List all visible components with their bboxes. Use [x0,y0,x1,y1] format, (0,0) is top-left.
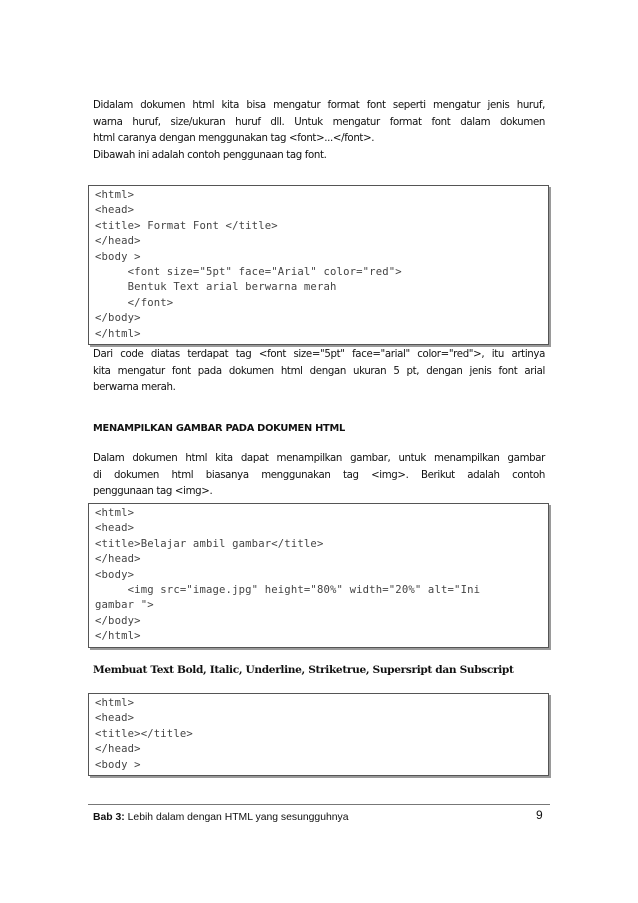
explanation-paragraph [93,347,545,397]
image-intro-paragraph [93,451,545,501]
code-line: <body > [95,250,141,263]
image-intro-line: Dalam dokumen html kita dapat menampilkan gambar, untuk menampilkan gambar [93,453,545,464]
section-heading-text-format: Membuat Text Bold, Italic, Underline, Striketrue, Supersript dan Subscript [93,664,514,676]
code-line: </body> [95,614,141,627]
section-heading-image: MENAMPILKAN GAMBAR PADA DOKUMEN HTML [93,423,345,434]
code-line: <body > [95,758,141,771]
code-line: </head> [95,553,141,566]
code-line: <head> [95,522,135,535]
explain-line: kita mengatur font pada dokumen html dengan ukuran 5 pt, dengan jenis font arial [93,365,545,377]
code-line: </font> [95,296,174,309]
intro-line: html caranya dengan menggunakan tag <font>...</font>. [93,133,375,144]
code-line: <img src="image.jpg" height="80%" width="20%" alt="Ini [95,584,481,597]
code-line: </head> [95,743,141,756]
code-line: <html> [95,189,135,201]
intro-line: Dibawah ini adalah contoh penggunaan tag font. [93,149,327,161]
intro-line: Didalam dokumen html kita bisa mengatur format font seperti mengatur jenis huruf, [93,100,545,111]
code-line: <head> [95,204,135,217]
image-intro-line: penggunaan tag <img>. [93,486,213,497]
code-line: </html> [95,327,141,340]
code-line: <title> Format Font </title> [95,219,278,232]
code-line: </html> [95,630,141,643]
code-line: <title></title> [95,727,193,740]
code-block-font [88,185,549,345]
code-line: Bentuk Text arial berwarna merah [95,281,337,294]
intro-line: warna huruf, size/ukuran huruf dll. Untuk mengatur format font dalam dokumen [93,116,545,128]
code-line: <html> [95,697,135,709]
footer-chapter-label: Bab 3: [93,812,125,823]
explain-line: berwarna merah. [93,382,176,393]
explain-line: Dari code diatas terdapat tag <font size="5pt" face="arial" color="red">, itu artinya [93,349,545,360]
code-block-image [88,503,549,648]
code-line: gambar "> [95,599,154,612]
footer-divider [88,804,550,805]
footer-chapter-title [93,812,349,823]
intro-paragraph [93,98,545,164]
code-line: <title>Belajar ambil gambar</title> [95,537,324,550]
code-line: </body> [95,312,141,325]
code-line: <head> [95,712,135,725]
code-line: <body> [95,568,135,581]
image-intro-line: di dokumen html biasanya menggunakan tag <img>. Berikut adalah contoh [93,469,545,481]
footer-chapter-name: Lebih dalam dengan HTML yang sesungguhnya [124,812,349,823]
code-line: <font size="5pt" face="Arial" color="red"> [95,266,402,279]
code-line: <html> [95,507,135,519]
page-number: 9 [536,808,543,822]
code-line: </head> [95,235,141,248]
code-block-text-format [88,693,549,776]
